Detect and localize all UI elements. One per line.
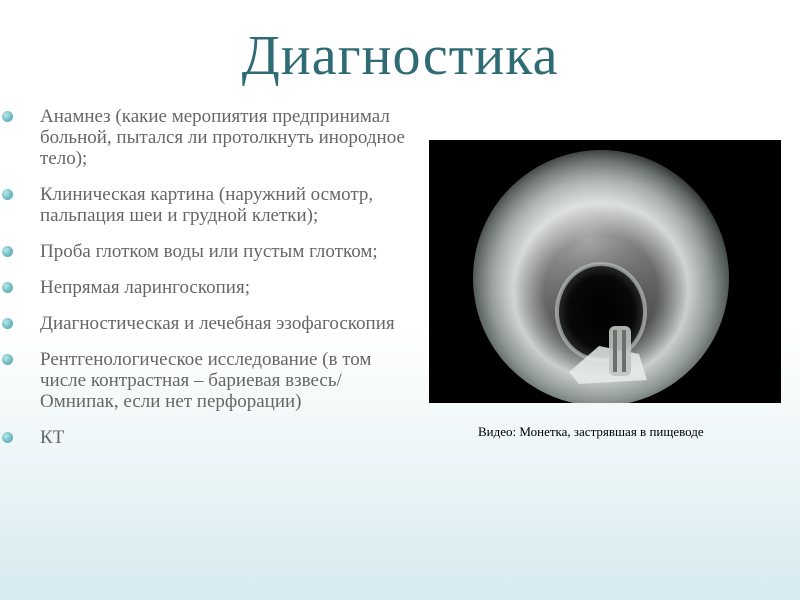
bullet-text: Диагностическая и лечебная эзофагоскопия xyxy=(40,313,395,334)
bullet-text: КТ xyxy=(40,427,65,448)
bullet-text: Проба глотком воды или пустым глотком; xyxy=(40,241,378,262)
endoscopy-video[interactable] xyxy=(429,140,781,403)
bullet-dot-icon xyxy=(2,432,13,443)
slide-title: Диагностика xyxy=(241,25,559,87)
bullet-dot-icon xyxy=(2,318,13,329)
bullet-text: Клиническая картина (наружний осмотр, пальпация шеи и грудной клетки); xyxy=(40,184,374,226)
bullet-dot-icon xyxy=(2,246,13,257)
bullet-dot-icon xyxy=(2,282,13,293)
bullet-item xyxy=(0,349,410,412)
bullet-item xyxy=(0,313,410,334)
bullet-text: Непрямая ларингоскопия; xyxy=(40,277,250,298)
bullet-item xyxy=(0,241,410,262)
bullet-item xyxy=(0,427,410,448)
bullet-text: Анамнез (какие меропиятия предпринимал больной, пытался ли протолкнуть инородное тело); xyxy=(40,106,405,169)
video-caption: Видео: Монетка, застрявшая в пищеводе xyxy=(478,424,704,439)
bullet-list xyxy=(0,106,410,463)
bullet-dot-icon xyxy=(2,354,13,365)
bullet-item xyxy=(0,184,410,226)
bullet-dot-icon xyxy=(2,111,13,122)
bullet-item xyxy=(0,106,410,169)
endoscopy-frame-image xyxy=(429,140,781,403)
bullet-dot-icon xyxy=(2,189,13,200)
bullet-item xyxy=(0,277,410,298)
bullet-text: Рентгенологическое исследование (в том числе контрастная – бариевая взвесь/Омнипак, если нет перфорации) xyxy=(40,349,372,412)
